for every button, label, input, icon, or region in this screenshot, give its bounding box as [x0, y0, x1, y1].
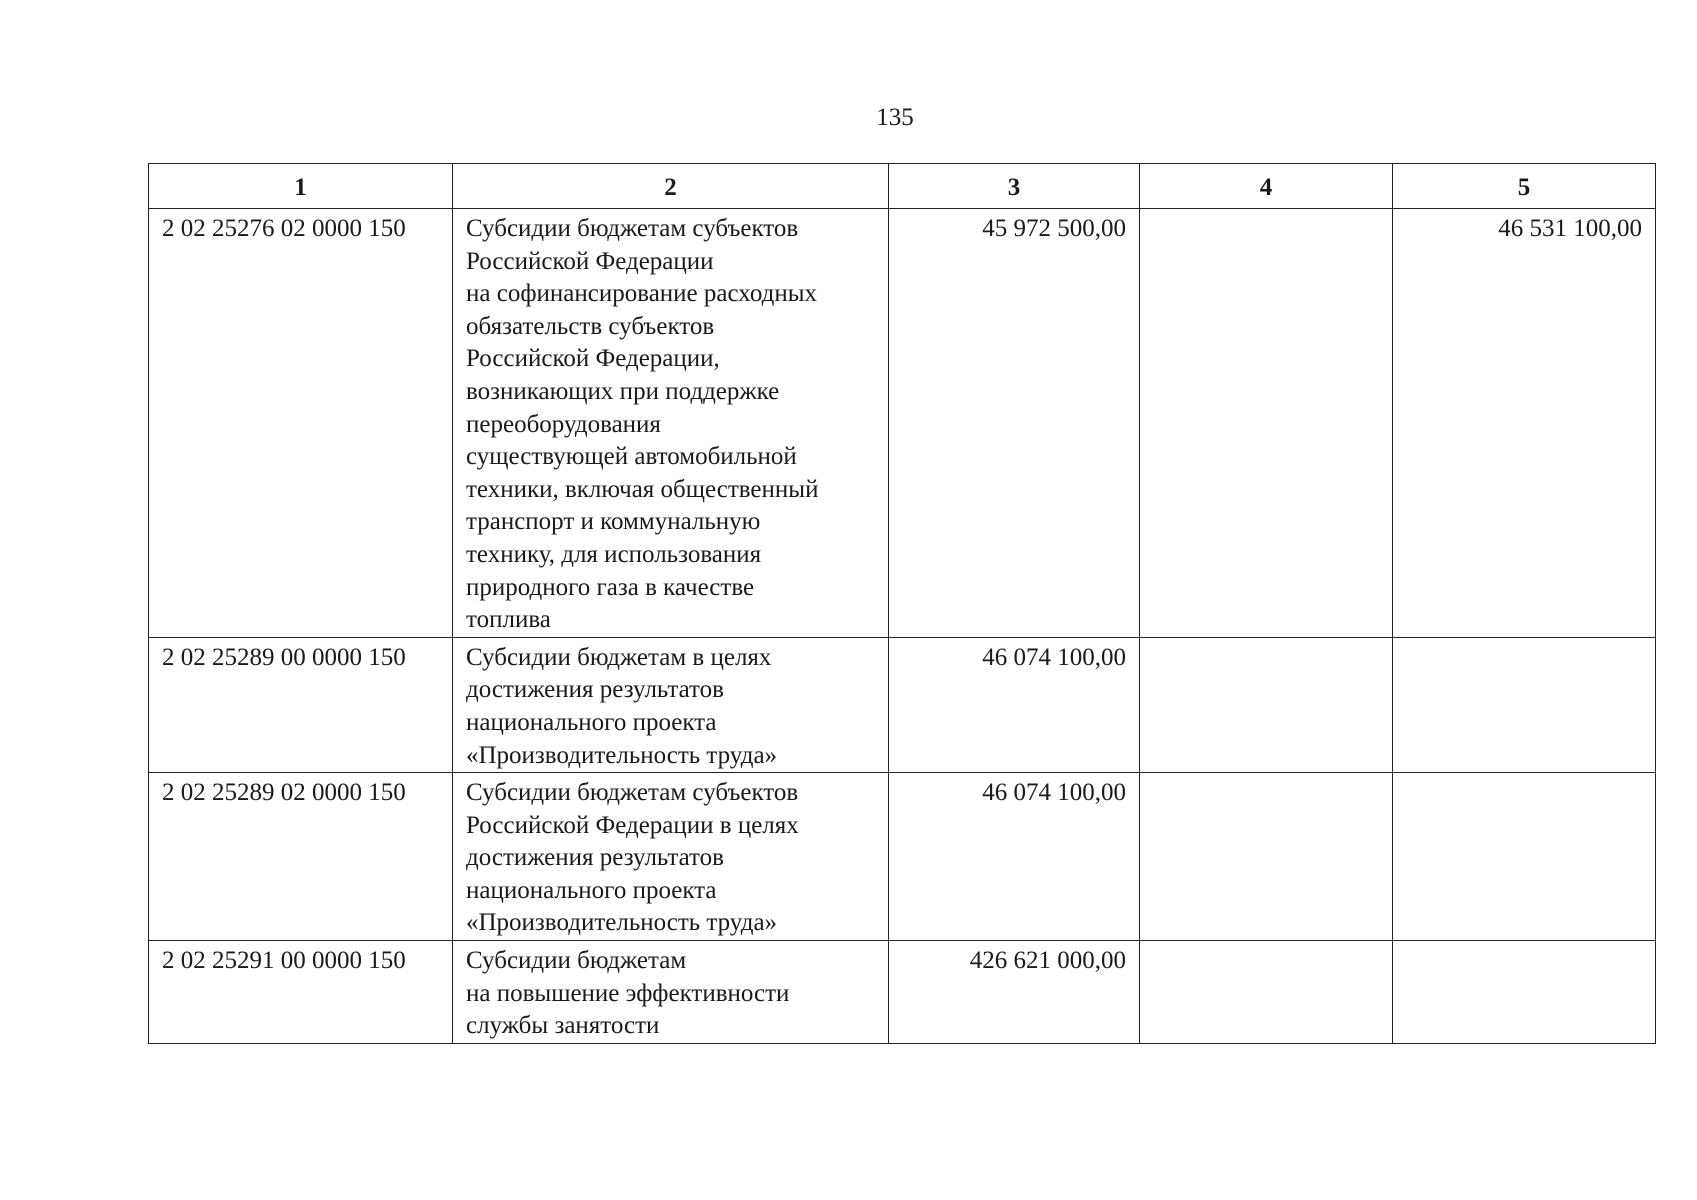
page-number: 135	[876, 104, 914, 131]
row-code: 2 02 25289 02 0000 150	[149, 773, 453, 941]
row-col5-value: 46 531 100,00	[1393, 209, 1656, 638]
row-col5-value	[1393, 637, 1656, 772]
row-name: Субсидии бюджетам в целях достижения результатов национального проекта «Производительность труда»	[453, 637, 889, 772]
row-col3-value: 45 972 500,00	[889, 209, 1140, 638]
row-code: 2 02 25276 02 0000 150	[149, 209, 453, 638]
table-row	[149, 637, 1656, 772]
table-header-row	[149, 164, 1656, 209]
row-name: Субсидии бюджетам субъектов Российской Федерации в целях достижения результатов национального проекта «Производительность труда»	[453, 773, 889, 941]
row-name: Субсидии бюджетам субъектов Российской Федерации на софинансирование расходных обязательств субъектов Российской Федерации, возникающих при поддержке переоборудования существующей автомобильной техники, включая общественный транспорт и коммунальную технику, для использования природного газа в качестве топлива	[453, 209, 889, 638]
column-header-4: 4	[1140, 164, 1393, 209]
row-col3-value: 46 074 100,00	[889, 637, 1140, 772]
row-col3-value: 426 621 000,00	[889, 941, 1140, 1044]
row-col4-value	[1140, 637, 1393, 772]
column-header-1: 1	[149, 164, 453, 209]
row-name: Субсидии бюджетам на повышение эффективности службы занятости	[453, 941, 889, 1044]
row-col3-value: 46 074 100,00	[889, 773, 1140, 941]
column-header-3: 3	[889, 164, 1140, 209]
row-code: 2 02 25291 00 0000 150	[149, 941, 453, 1044]
row-col4-value	[1140, 941, 1393, 1044]
table-row	[149, 941, 1656, 1044]
row-code: 2 02 25289 00 0000 150	[149, 637, 453, 772]
table-row	[149, 209, 1656, 638]
row-col5-value	[1393, 773, 1656, 941]
row-col4-value	[1140, 773, 1393, 941]
budget-table	[148, 163, 1656, 1044]
column-header-5: 5	[1393, 164, 1656, 209]
column-header-2: 2	[453, 164, 889, 209]
row-col5-value	[1393, 941, 1656, 1044]
row-col4-value	[1140, 209, 1393, 638]
table-row	[149, 773, 1656, 941]
